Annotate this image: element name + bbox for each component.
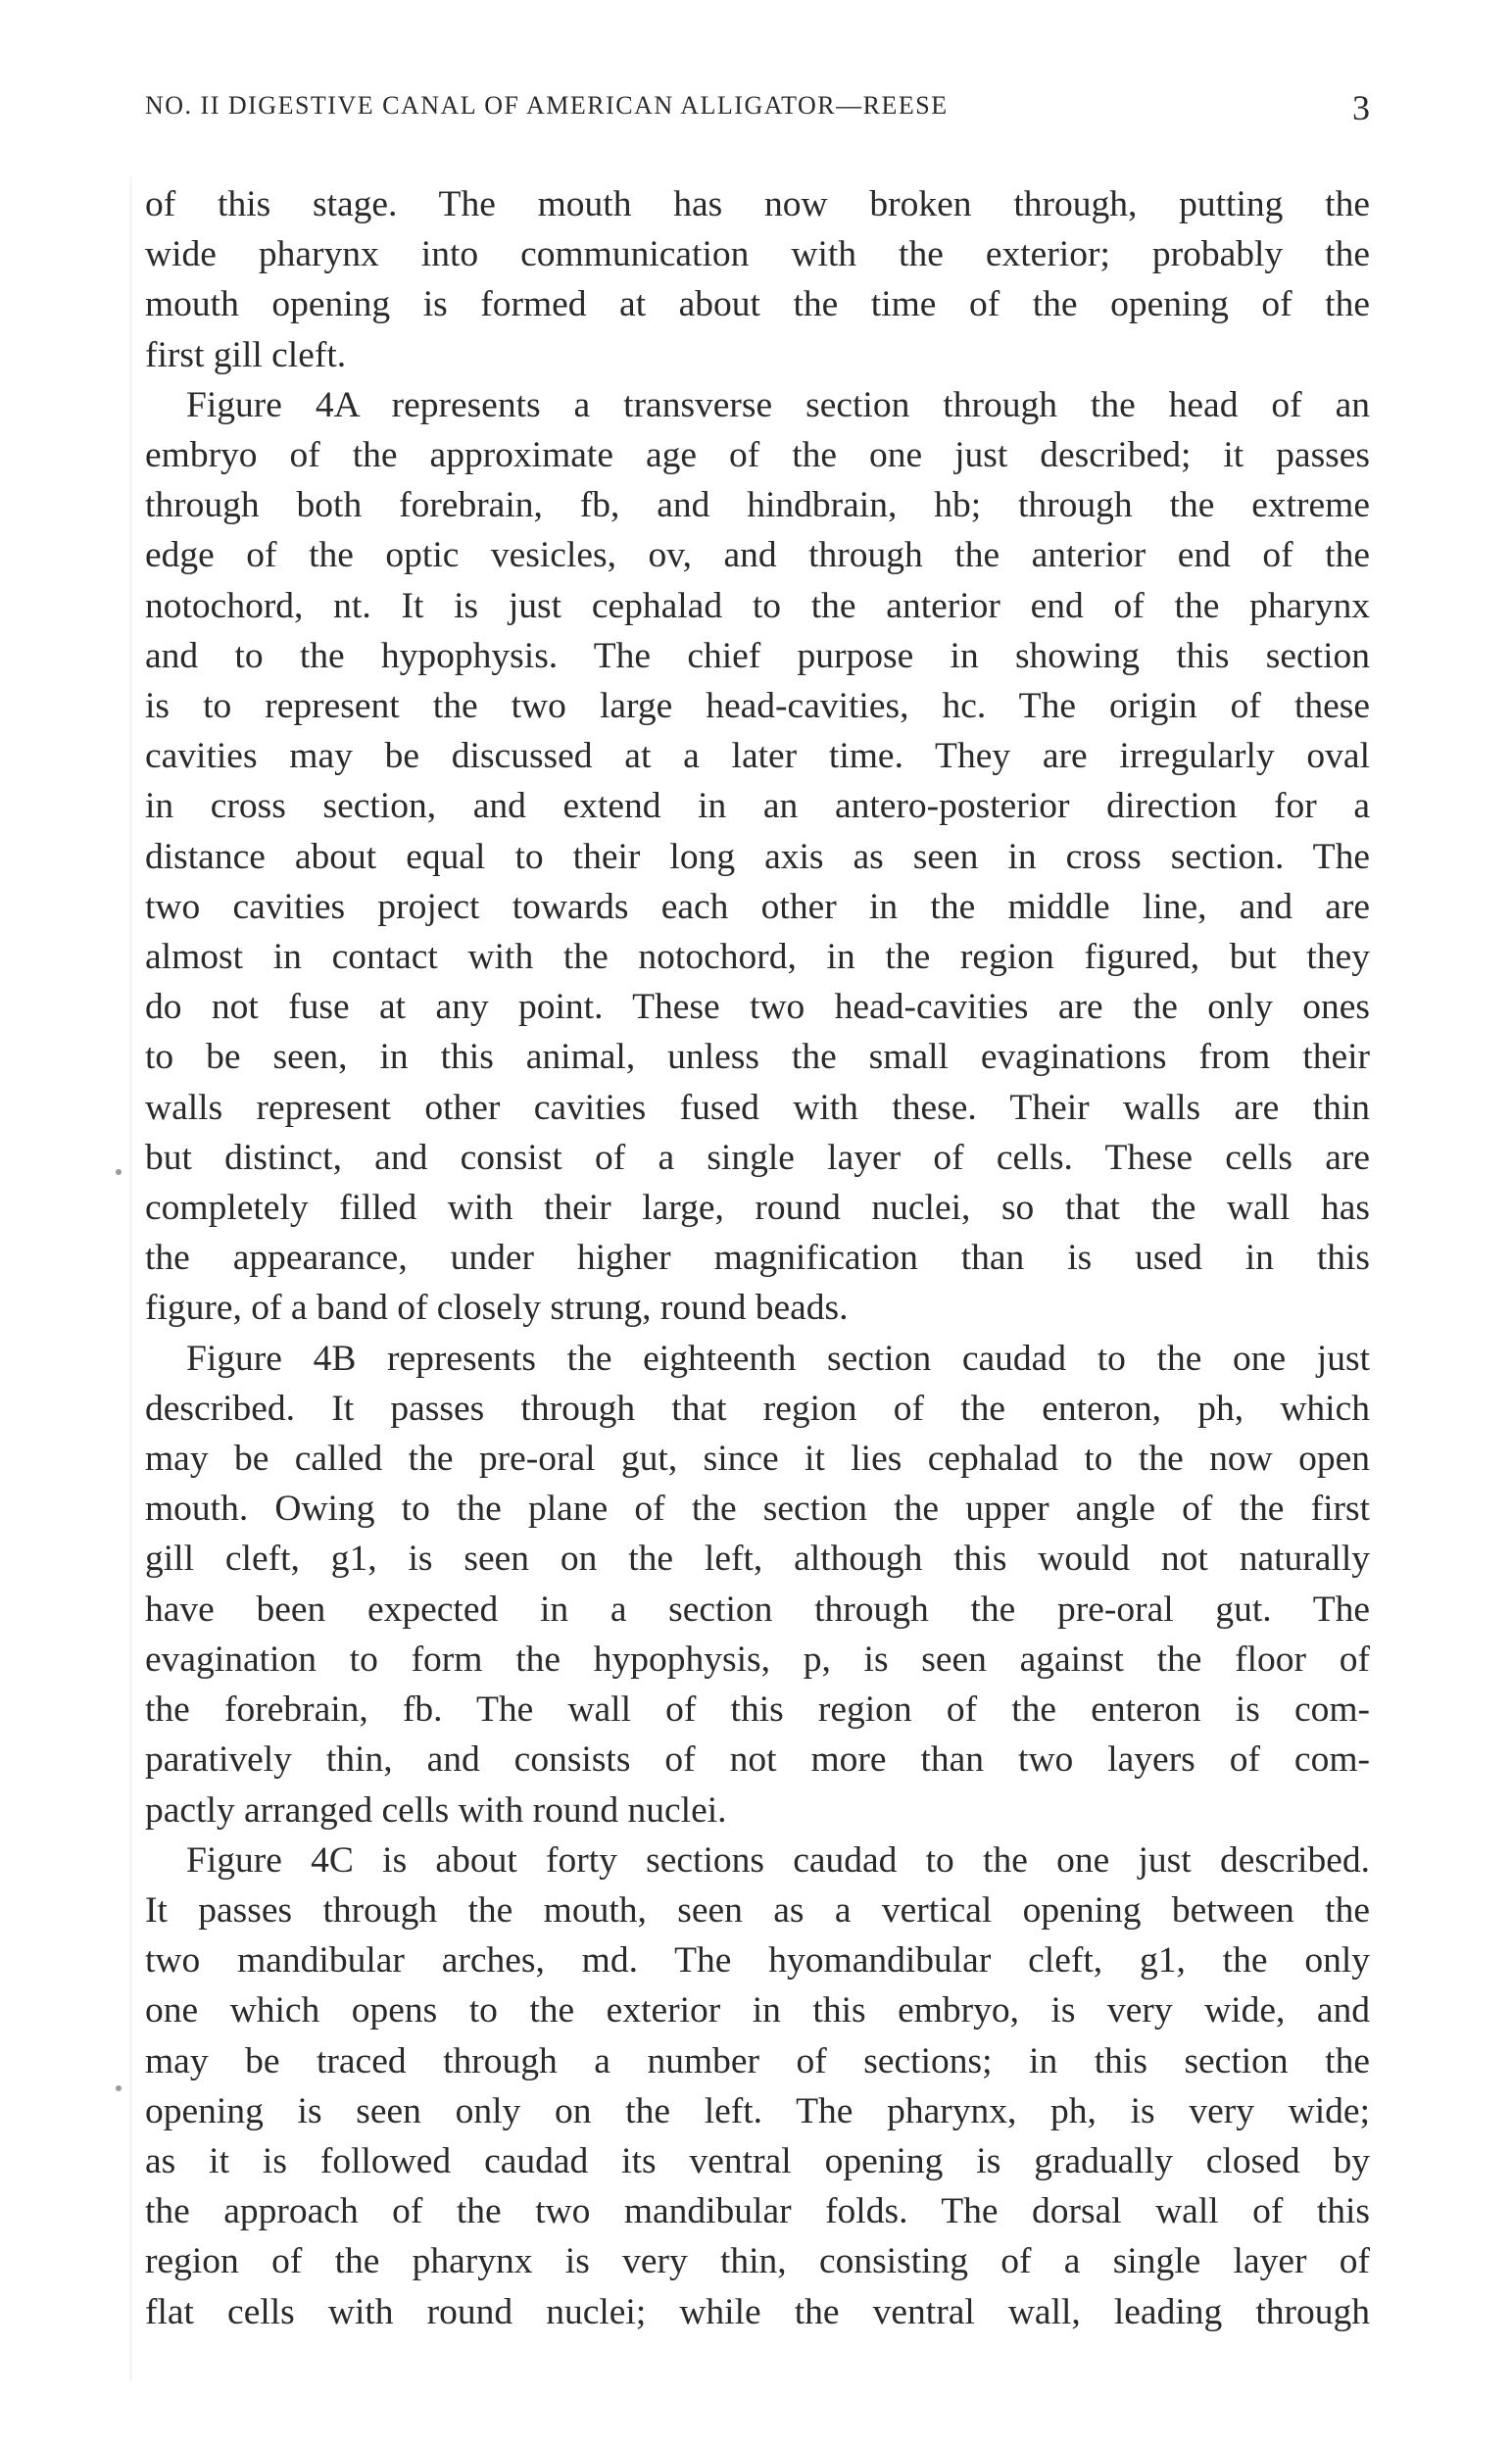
text-line: through both forebrain, fb, and hindbrain, hb; through the extreme xyxy=(145,485,1370,526)
text-line: gill cleft, g1, is seen on the left, although this would not naturally xyxy=(145,1539,1370,1580)
margin-rule xyxy=(130,176,131,2381)
text-line: pactly arranged cells with round nuclei. xyxy=(145,1789,727,1831)
text-line: It passes through the mouth, seen as a vertical opening between the xyxy=(145,1889,1370,1931)
text-line: two mandibular arches, md. The hyomandibular cleft, g1, the only xyxy=(145,1940,1370,1982)
text-line: may be called the pre-oral gut, since it lies cephalad to the now open xyxy=(145,1439,1370,1480)
margin-speck xyxy=(116,2085,122,2091)
text-line: mouth opening is formed at about the time of the opening of the xyxy=(145,284,1370,325)
text-line: is to represent the two large head-cavities, hc. The origin of these xyxy=(145,686,1370,727)
text-line: Figure 4B represents the eighteenth section caudad to the one just xyxy=(186,1338,1370,1379)
text-line: the appearance, under higher magnification than is used in this xyxy=(145,1238,1370,1279)
text-line: wide pharynx into communication with the exterior; probably the xyxy=(145,234,1370,275)
text-line: described. It passes through that region of the enteron, ph, which xyxy=(145,1388,1370,1429)
text-line: Figure 4C is about forty sections caudad to the one just described. xyxy=(186,1839,1370,1881)
text-line: the forebrain, fb. The wall of this region of the enteron is com- xyxy=(145,1689,1370,1731)
text-line: one which opens to the exterior in this embryo, is very wide, and xyxy=(145,1990,1370,2031)
text-line: do not fuse at any point. These two head-cavities are the only ones xyxy=(145,987,1370,1028)
text-line: walls represent other cavities fused with these. Their walls are thin xyxy=(145,1087,1370,1128)
text-line: region of the pharynx is very thin, consisting of a single layer of xyxy=(145,2241,1370,2282)
text-line: almost in contact with the notochord, in the region figured, but they xyxy=(145,937,1370,978)
text-line: and to the hypophysis. The chief purpose in showing this section xyxy=(145,635,1370,676)
text-line: have been expected in a section through the pre-oral gut. The xyxy=(145,1589,1370,1630)
text-line: notochord, nt. It is just cephalad to the anterior end of the pharynx xyxy=(145,585,1370,626)
text-line: two cavities project towards each other in the middle line, and are xyxy=(145,886,1370,927)
text-line: first gill cleft. xyxy=(145,334,347,375)
page-number: 3 xyxy=(1352,88,1370,127)
text-line: completely filled with their large, round nuclei, so that the wall has xyxy=(145,1188,1370,1229)
text-line: opening is seen only on the left. The pharynx, ph, is very wide; xyxy=(145,2090,1370,2131)
text-line: paratively thin, and consists of not more than two layers of com- xyxy=(145,1739,1370,1781)
text-line: distance about equal to their long axis as seen in cross section. The xyxy=(145,836,1370,877)
text-line: to be seen, in this animal, unless the small evaginations from their xyxy=(145,1037,1370,1078)
running-header xyxy=(145,88,1370,130)
margin-speck xyxy=(116,1169,122,1175)
text-line: of this stage. The mouth has now broken through, putting the xyxy=(145,184,1370,224)
text-line: but distinct, and consist of a single layer of cells. These cells are xyxy=(145,1137,1370,1178)
running-head-title: NO. II DIGESTIVE CANAL OF AMERICAN ALLIGATOR—REESE xyxy=(145,91,949,120)
text-line: figure, of a band of closely strung, round beads. xyxy=(145,1288,849,1329)
text-line: as it is followed caudad its ventral opening is gradually closed by xyxy=(145,2140,1370,2181)
text-line: may be traced through a number of sections; in this section the xyxy=(145,2040,1370,2081)
text-line: embryo of the approximate age of the one just described; it passes xyxy=(145,435,1370,476)
body-text xyxy=(145,179,1370,2337)
text-line: edge of the optic vesicles, ov, and through the anterior end of the xyxy=(145,535,1370,576)
text-line: in cross section, and extend in an antero-posterior direction for a xyxy=(145,786,1370,827)
text-line: Figure 4A represents a transverse section through the head of an xyxy=(186,384,1370,425)
text-line: flat cells with round nuclei; while the ventral wall, leading through xyxy=(145,2291,1370,2332)
text-line: mouth. Owing to the plane of the section the upper angle of the first xyxy=(145,1489,1370,1530)
text-line: the approach of the two mandibular folds. The dorsal wall of this xyxy=(145,2191,1370,2232)
text-line: evagination to form the hypophysis, p, is seen against the floor of xyxy=(145,1639,1370,1680)
text-line: cavities may be discussed at a later time. They are irregularly oval xyxy=(145,736,1370,777)
